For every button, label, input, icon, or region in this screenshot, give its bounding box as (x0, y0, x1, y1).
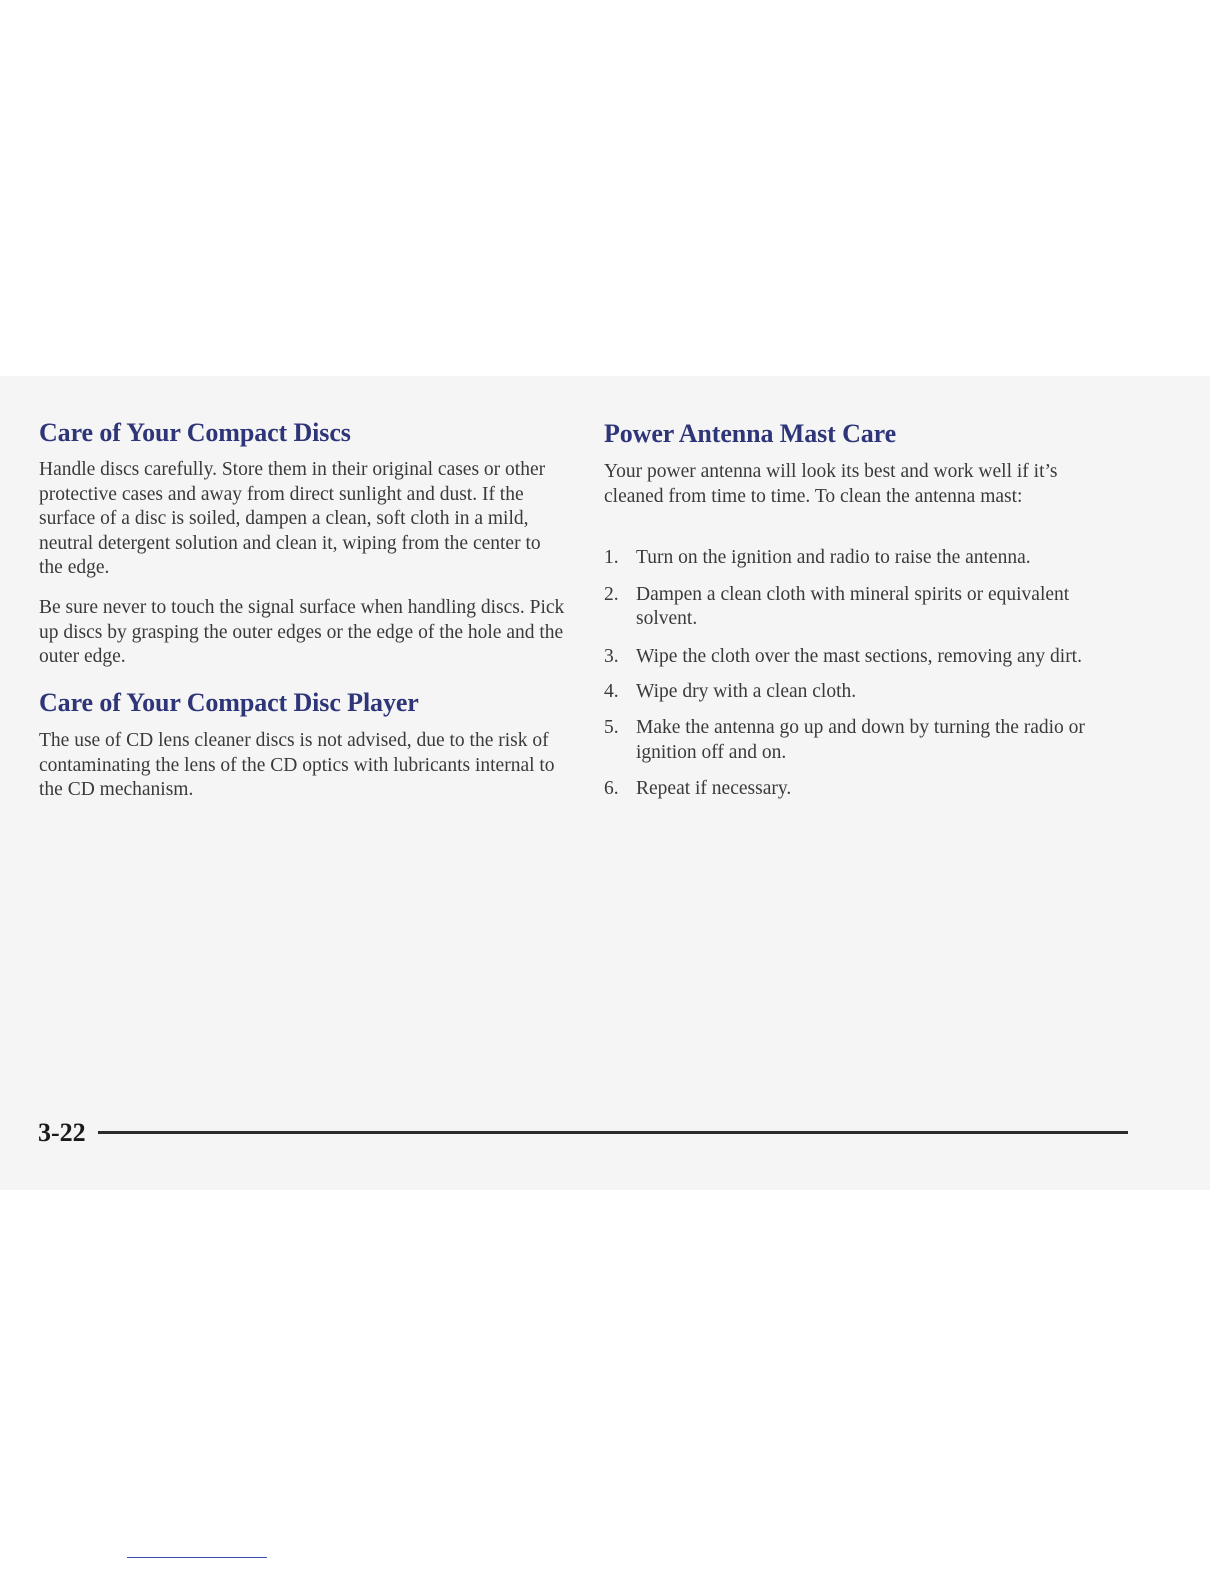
decorative-underline (127, 1557, 267, 1558)
step-text: Turn on the ignition and radio to raise the antenna. (636, 547, 1031, 568)
paragraph-cd-lens-cleaner: The use of CD lens cleaner discs is not advised, due to the risk of contaminating the lens of the CD optics with lubricants internal to the CD mechanism. (39, 730, 555, 801)
antenna-cleaning-steps (604, 546, 1114, 802)
paragraph-handle-discs: Handle discs carefully. Store them in their original cases or other protective cases and away from direct sunlight and dust. If the surface of a disc is soiled, dampen a clean, soft cloth in a mild, neutral detergent solution and clean it, wiping from the center to the edge. (39, 459, 546, 579)
paragraph-antenna-intro: Your power antenna will look its best and work well if it’s cleaned from time to time. To clean the antenna mast: (604, 461, 1058, 507)
step-number: 5. (604, 716, 619, 738)
step-text: Wipe the cloth over the mast sections, removing any dirt. (636, 645, 1082, 667)
list-item (604, 546, 1114, 571)
step-text: Wipe dry with a clean cloth. (636, 681, 857, 703)
step-number: 3. (604, 645, 619, 667)
list-item (604, 680, 1114, 705)
list-item (604, 777, 1114, 802)
step-text: Dampen a clean cloth with mineral spirits or equivalent solvent. (636, 583, 1070, 630)
step-number: 1. (604, 547, 619, 568)
step-number: 6. (604, 778, 619, 800)
page-number: 3-22 (38, 1118, 86, 1147)
list-item (604, 583, 1114, 632)
footer-rule (98, 1131, 1128, 1134)
paragraph-signal-surface: Be sure never to touch the signal surface when handling discs. Pick up discs by grasping the outer edges or the edge of the hole and the outer edge. (39, 597, 565, 668)
section-heading-power-antenna-mast-care: Power Antenna Mast Care (604, 419, 897, 448)
list-item (604, 716, 1114, 765)
section-heading-care-of-compact-discs: Care of Your Compact Discs (39, 418, 351, 447)
list-item (604, 645, 1114, 670)
manual-page (0, 376, 1210, 1190)
step-text: Make the antenna go up and down by turning the radio or ignition off and on. (636, 716, 1085, 763)
step-text: Repeat if necessary. (636, 778, 792, 800)
step-number: 2. (604, 583, 619, 605)
section-heading-care-of-compact-disc-player: Care of Your Compact Disc Player (39, 688, 419, 717)
step-number: 4. (604, 681, 619, 703)
